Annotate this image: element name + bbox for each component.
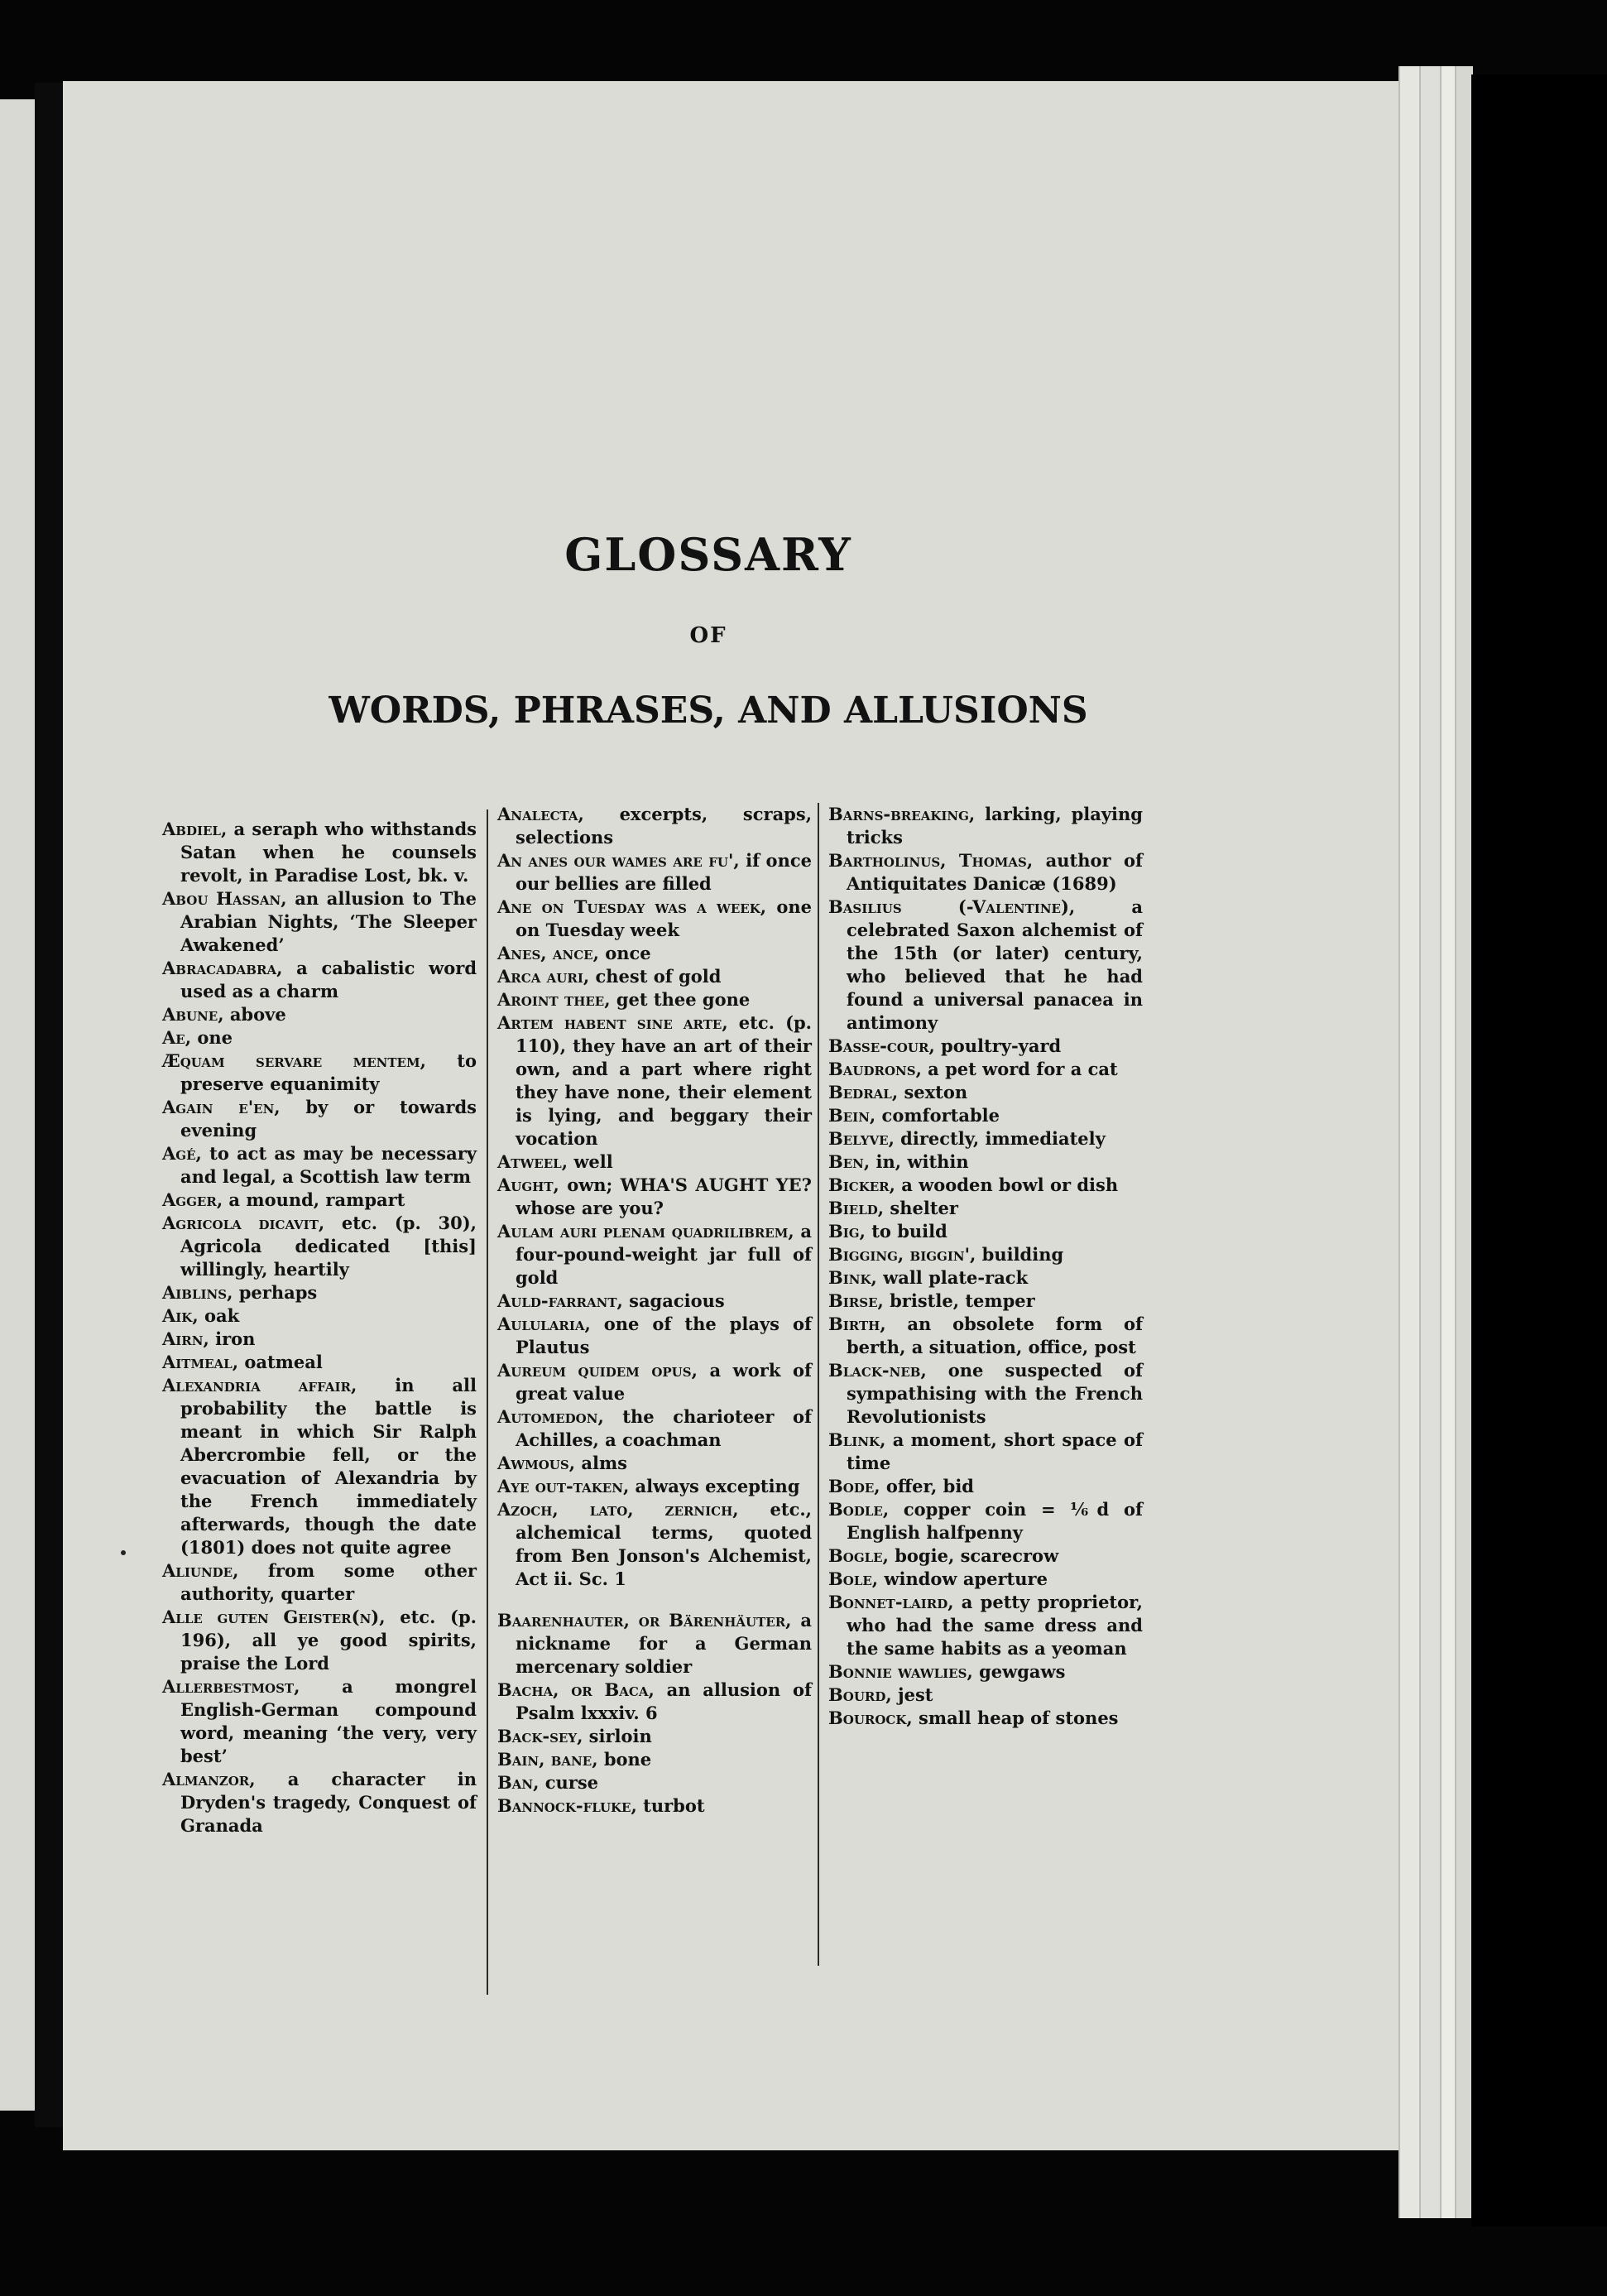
entry-definition: , an allusion of Psalm lxxxiv. 6 bbox=[516, 1679, 812, 1723]
glossary-entry bbox=[828, 1684, 1143, 1707]
entry-headword: Blink bbox=[828, 1429, 880, 1450]
entry-headword: Baudrons bbox=[828, 1059, 916, 1079]
glossary-entry bbox=[828, 1707, 1143, 1730]
entry-headword: Belyve bbox=[828, 1128, 889, 1149]
glossary-entry bbox=[497, 849, 812, 896]
glossary-entry bbox=[828, 803, 1143, 849]
glossary-entry bbox=[497, 1475, 812, 1498]
entry-headword: Aureum quidem opus bbox=[497, 1360, 692, 1381]
entry-headword: Almanzor bbox=[162, 1769, 250, 1789]
entry-headword: Awmous bbox=[497, 1453, 569, 1473]
entry-definition: , jest bbox=[885, 1684, 933, 1705]
entry-definition: , a petty proprietor, who had the same dress and the same habits as a yeoman bbox=[847, 1592, 1143, 1659]
entry-definition: , excerpts, scraps, selections bbox=[516, 804, 812, 848]
glossary-entry bbox=[828, 1220, 1143, 1243]
glossary-entry bbox=[828, 1568, 1143, 1591]
glossary-entry bbox=[497, 1794, 812, 1818]
entry-definition: , get thee gone bbox=[604, 989, 751, 1010]
entry-headword: Alle guten Geister(n) bbox=[162, 1607, 380, 1627]
entry-headword: Basse-cour bbox=[828, 1035, 929, 1056]
entry-definition: , own; WHA'S AUGHT YE? whose are you? bbox=[516, 1174, 812, 1218]
page-content bbox=[63, 81, 1420, 2150]
entry-definition: , a celebrated Saxon alchemist of the 15th (or later) century, who believed that he had found a universal panacea in antimony bbox=[847, 896, 1144, 1033]
entry-headword: Ae bbox=[162, 1027, 185, 1048]
entry-headword: Bacha, or Baca bbox=[497, 1679, 649, 1700]
entry-definition: , to build bbox=[859, 1221, 947, 1242]
glossary-entry bbox=[828, 1498, 1143, 1544]
glossary-entry bbox=[497, 965, 812, 988]
glossary-entry bbox=[497, 1359, 812, 1405]
glossary-entry bbox=[497, 1011, 812, 1150]
entry-headword: Bedral bbox=[828, 1082, 892, 1102]
entry-headword: An anes our wames are fu' bbox=[497, 850, 734, 871]
glossary-entry bbox=[162, 1351, 477, 1374]
entry-definition: , building bbox=[970, 1244, 1064, 1265]
entry-headword: Black-neb bbox=[828, 1360, 921, 1381]
entry-definition: , a mound, rampart bbox=[216, 1189, 405, 1210]
glossary-entry bbox=[162, 1142, 477, 1189]
entry-definition: , well bbox=[561, 1151, 613, 1172]
entry-headword: Alexandria affair bbox=[162, 1375, 351, 1395]
glossary-column-2 bbox=[497, 803, 812, 1818]
entry-definition: , offer, bid bbox=[874, 1476, 974, 1496]
entry-definition: , sirloin bbox=[577, 1726, 652, 1746]
entry-definition: , window aperture bbox=[871, 1568, 1048, 1589]
glossary-entry bbox=[162, 1189, 477, 1212]
entry-definition: , one bbox=[185, 1027, 233, 1048]
glossary-entry bbox=[162, 818, 477, 887]
glossary-entry bbox=[828, 1104, 1143, 1127]
entry-definition: , copper coin = ⅙d of English halfpenny bbox=[847, 1499, 1143, 1543]
glossary-entry bbox=[828, 1359, 1143, 1429]
entry-headword: Barns-breaking bbox=[828, 804, 969, 824]
glossary-entry bbox=[828, 1243, 1143, 1266]
entry-headword: Bourock bbox=[828, 1708, 907, 1728]
title-connector: OF bbox=[689, 623, 727, 648]
glossary-entry bbox=[828, 1544, 1143, 1568]
entry-headword: Bicker bbox=[828, 1174, 890, 1195]
entry-definition: , wall plate-rack bbox=[871, 1267, 1029, 1288]
glossary-entry bbox=[162, 1281, 477, 1304]
entry-definition: , gewgaws bbox=[967, 1661, 1066, 1682]
glossary-entry bbox=[162, 1026, 477, 1050]
entry-definition: , one on Tuesday week bbox=[516, 896, 812, 940]
entry-definition: , one of the plays of Plautus bbox=[516, 1314, 812, 1357]
entry-headword: Bole bbox=[828, 1568, 872, 1589]
glossary-entry bbox=[162, 1675, 477, 1768]
glossary-entry bbox=[497, 1498, 812, 1591]
entry-headword: Allerbestmost bbox=[162, 1676, 295, 1697]
entry-headword: Bink bbox=[828, 1267, 871, 1288]
entry-headword: Birse bbox=[828, 1290, 878, 1311]
glossary-entry bbox=[497, 1725, 812, 1748]
entry-headword: Abdiel bbox=[162, 819, 221, 839]
entry-headword: Aulularia bbox=[497, 1314, 585, 1334]
entry-definition: , by or towards evening bbox=[180, 1097, 477, 1141]
entry-definition: , curse bbox=[533, 1772, 599, 1793]
entry-definition: , a four-pound-weight jar full of gold bbox=[516, 1221, 812, 1288]
entry-definition: , a nickname for a German mercenary soldier bbox=[516, 1610, 812, 1677]
glossary-entry bbox=[828, 1266, 1143, 1290]
glossary-entry bbox=[162, 1304, 477, 1328]
entry-headword: Agricola dicavit bbox=[162, 1213, 319, 1233]
entry-definition: , comfortable bbox=[869, 1105, 1000, 1126]
glossary-entry bbox=[828, 1591, 1143, 1660]
entry-definition: , a pet word for a cat bbox=[915, 1059, 1118, 1079]
glossary-entry bbox=[162, 1096, 477, 1142]
entry-headword: Æquam servare mentem bbox=[162, 1050, 420, 1071]
scan-border bbox=[1471, 74, 1607, 2226]
entry-headword: Analecta bbox=[497, 804, 578, 824]
entry-definition: , an obsolete form of berth, a situation, office, post bbox=[847, 1314, 1143, 1357]
entry-headword: Bode bbox=[828, 1476, 875, 1496]
glossary-entry bbox=[828, 1290, 1143, 1313]
entry-definition: , bogie, scarecrow bbox=[882, 1545, 1059, 1566]
glossary-entry bbox=[497, 1405, 812, 1452]
glossary-entry bbox=[497, 1679, 812, 1725]
entry-definition: , etc. (p. 30), Agricola dedicated [this] willingly, heartily bbox=[180, 1213, 477, 1280]
entry-definition: , in, within bbox=[863, 1151, 969, 1172]
glossary-entry bbox=[497, 1313, 812, 1359]
entry-definition: , bone bbox=[592, 1749, 652, 1770]
entry-definition: , iron bbox=[203, 1328, 256, 1349]
glossary-entry bbox=[828, 1081, 1143, 1104]
entry-headword: Artem habent sine arte bbox=[497, 1012, 722, 1033]
entry-headword: Arca auri bbox=[497, 966, 583, 987]
entry-definition: , perhaps bbox=[227, 1282, 318, 1303]
glossary-entry bbox=[162, 1003, 477, 1026]
entry-headword: Aiblins bbox=[162, 1282, 228, 1303]
entry-definition: , poultry-yard bbox=[928, 1035, 1062, 1056]
entry-headword: Ban bbox=[497, 1772, 534, 1793]
glossary-entry bbox=[162, 1212, 477, 1281]
glossary-entry bbox=[497, 1174, 812, 1220]
entry-headword: Agger bbox=[162, 1189, 217, 1210]
glossary-entry bbox=[497, 1290, 812, 1313]
entry-definition: , a cabalistic word used as a charm bbox=[180, 958, 477, 1001]
entry-definition: , small heap of stones bbox=[906, 1708, 1119, 1728]
entry-definition: , a work of great value bbox=[516, 1360, 812, 1404]
entry-headword: Again e'en bbox=[162, 1097, 275, 1117]
entry-headword: Ane on Tuesday was a week bbox=[497, 896, 760, 917]
glossary-entry bbox=[497, 1452, 812, 1475]
entry-headword: Abracadabra bbox=[162, 958, 277, 978]
entry-headword: Aye out-taken bbox=[497, 1476, 623, 1496]
entry-definition: , turbot bbox=[631, 1795, 705, 1816]
entry-headword: Bodle bbox=[828, 1499, 883, 1520]
entry-headword: Bield bbox=[828, 1198, 878, 1218]
entry-headword: Abune bbox=[162, 1004, 218, 1025]
glossary-entry bbox=[162, 1768, 477, 1837]
glossary-entry bbox=[162, 1328, 477, 1351]
glossary-entry bbox=[497, 1220, 812, 1290]
glossary-entry bbox=[828, 1035, 1143, 1058]
glossary-entry bbox=[162, 957, 477, 1003]
entry-headword: Baarenhauter, or Bärenhäuter bbox=[497, 1610, 786, 1631]
entry-definition: , a wooden bowl or dish bbox=[889, 1174, 1119, 1195]
glossary-entry bbox=[828, 1127, 1143, 1150]
entry-definition: , the charioteer of Achilles, a coachman bbox=[516, 1406, 812, 1450]
glossary-entry bbox=[828, 1197, 1143, 1220]
entry-headword: Bourd bbox=[828, 1684, 886, 1705]
entry-headword: Aroint thee bbox=[497, 989, 605, 1010]
glossary-entry bbox=[162, 1606, 477, 1675]
entry-headword: Azoch, lato, zernich bbox=[497, 1499, 733, 1520]
section-gap bbox=[497, 1591, 812, 1609]
glossary-entry bbox=[162, 1374, 477, 1559]
entry-definition: , sexton bbox=[891, 1082, 968, 1102]
entry-definition: , larking, playing tricks bbox=[847, 804, 1143, 848]
glossary-entry bbox=[828, 1058, 1143, 1081]
book-gutter bbox=[35, 83, 63, 2127]
previous-page-edge bbox=[0, 99, 35, 2111]
entry-definition: , from some other authority, quarter bbox=[180, 1560, 477, 1604]
glossary-entry bbox=[828, 849, 1143, 896]
glossary-entry bbox=[828, 896, 1143, 1035]
entry-headword: Birth bbox=[828, 1314, 880, 1334]
entry-headword: Bonnet-laird bbox=[828, 1592, 948, 1612]
entry-headword: Big bbox=[828, 1221, 860, 1242]
entry-headword: Agé bbox=[162, 1143, 196, 1164]
entry-headword: Bigging, biggin' bbox=[828, 1244, 971, 1265]
glossary-entry bbox=[828, 1150, 1143, 1174]
glossary-entry bbox=[828, 1174, 1143, 1197]
entry-definition: , a moment, short space of time bbox=[847, 1429, 1143, 1473]
entry-definition: , a character in Dryden's tragedy, Conquest of Granada bbox=[180, 1769, 477, 1836]
page-title: GLOSSARY bbox=[564, 528, 852, 581]
column-divider bbox=[818, 803, 819, 1966]
entry-definition: , to preserve equanimity bbox=[180, 1050, 477, 1094]
glossary-entry bbox=[828, 1660, 1143, 1684]
entry-headword: Aulam auri plenam quadrilibrem bbox=[497, 1221, 789, 1242]
entry-definition: , bristle, temper bbox=[877, 1290, 1035, 1311]
glossary-entry bbox=[828, 1313, 1143, 1359]
glossary-entry bbox=[497, 1150, 812, 1174]
entry-headword: Ben bbox=[828, 1151, 864, 1172]
entry-definition: , alms bbox=[568, 1453, 627, 1473]
entry-definition: , etc. (p. 196), all ye good spirits, praise the Lord bbox=[180, 1607, 477, 1674]
entry-headword: Bannock-fluke bbox=[497, 1795, 631, 1816]
entry-definition: , etc., alchemical terms, quoted from Ben Jonson's Alchemist, Act ii. Sc. 1 bbox=[516, 1499, 812, 1589]
entry-headword: Bain, bane bbox=[497, 1749, 592, 1770]
page-subtitle: WORDS, PHRASES, AND ALLUSIONS bbox=[329, 689, 1088, 732]
entry-headword: Aught bbox=[497, 1174, 554, 1195]
entry-headword: Automedon bbox=[497, 1406, 598, 1427]
glossary-entry bbox=[497, 988, 812, 1011]
entry-headword: Atweel bbox=[497, 1151, 562, 1172]
entry-definition: , once bbox=[592, 943, 651, 963]
entry-definition: , if once our bellies are filled bbox=[516, 850, 812, 894]
entry-definition: , always excepting bbox=[622, 1476, 800, 1496]
entry-headword: Aliunde bbox=[162, 1560, 233, 1581]
glossary-entry bbox=[497, 896, 812, 942]
entry-definition: , a seraph who withstands Satan when he counsels revolt, in Paradise Lost, bk. v. bbox=[180, 819, 477, 886]
entry-headword: Basilius (-Valentine) bbox=[828, 896, 1069, 917]
glossary-column-3 bbox=[828, 803, 1143, 1730]
entry-definition: , chest of gold bbox=[583, 966, 722, 987]
entry-definition: , one suspected of sympathising with the French Revolutionists bbox=[847, 1360, 1143, 1427]
entry-definition: , author of Antiquitates Danicæ (1689) bbox=[847, 850, 1144, 894]
entry-definition: , above bbox=[218, 1004, 286, 1025]
entry-headword: Bogle bbox=[828, 1545, 883, 1566]
page-stack-edge bbox=[1455, 66, 1473, 2218]
entry-definition: , to act as may be necessary and legal, a Scottish law term bbox=[180, 1143, 477, 1187]
entry-headword: Bartholinus, Thomas bbox=[828, 850, 1027, 871]
glossary-entry bbox=[497, 1771, 812, 1794]
ink-speck bbox=[121, 1550, 126, 1555]
entry-headword: Aik bbox=[162, 1305, 193, 1326]
column-divider bbox=[487, 809, 488, 1995]
entry-headword: Anes, ance bbox=[497, 943, 593, 963]
glossary-entry bbox=[497, 942, 812, 965]
glossary-entry bbox=[828, 1475, 1143, 1498]
glossary-entry bbox=[162, 1050, 477, 1096]
glossary-entry bbox=[828, 1429, 1143, 1475]
entry-headword: Bonnie wawlies bbox=[828, 1661, 967, 1682]
entry-headword: Auld-farrant bbox=[497, 1290, 617, 1311]
entry-headword: Aitmeal bbox=[162, 1352, 233, 1372]
entry-definition: , shelter bbox=[877, 1198, 958, 1218]
entry-definition: , sagacious bbox=[616, 1290, 725, 1311]
glossary-entry bbox=[497, 1609, 812, 1679]
glossary-entry bbox=[497, 1748, 812, 1771]
glossary-entry bbox=[162, 1559, 477, 1606]
entry-definition: , directly, immediately bbox=[888, 1128, 1106, 1149]
entry-definition: , a mongrel English-German compound word, meaning ‘the very, very best’ bbox=[180, 1676, 477, 1766]
glossary-column-1 bbox=[162, 818, 477, 1837]
glossary-entry bbox=[162, 887, 477, 957]
entry-definition: , etc. (p. 110), they have an art of their own, and a part where right they have none, their element is lying, and beggary their vocation bbox=[516, 1012, 812, 1149]
entry-headword: Airn bbox=[162, 1328, 204, 1349]
entry-definition: , oatmeal bbox=[232, 1352, 323, 1372]
entry-headword: Back-sey bbox=[497, 1726, 578, 1746]
entry-definition: , oak bbox=[192, 1305, 240, 1326]
entry-headword: Abou Hassan bbox=[162, 888, 281, 909]
entry-headword: Bein bbox=[828, 1105, 870, 1126]
glossary-entry bbox=[497, 803, 812, 849]
entry-definition: , in all probability the battle is meant in which Sir Ralph Abercrombie fell, or the evacuation of Alexandria by the French immediately afterwards, though the date (1801) does not quite agree bbox=[180, 1375, 477, 1558]
entry-definition: , an allusion to The Arabian Nights, ‘The Sleeper Awakened’ bbox=[180, 888, 477, 955]
